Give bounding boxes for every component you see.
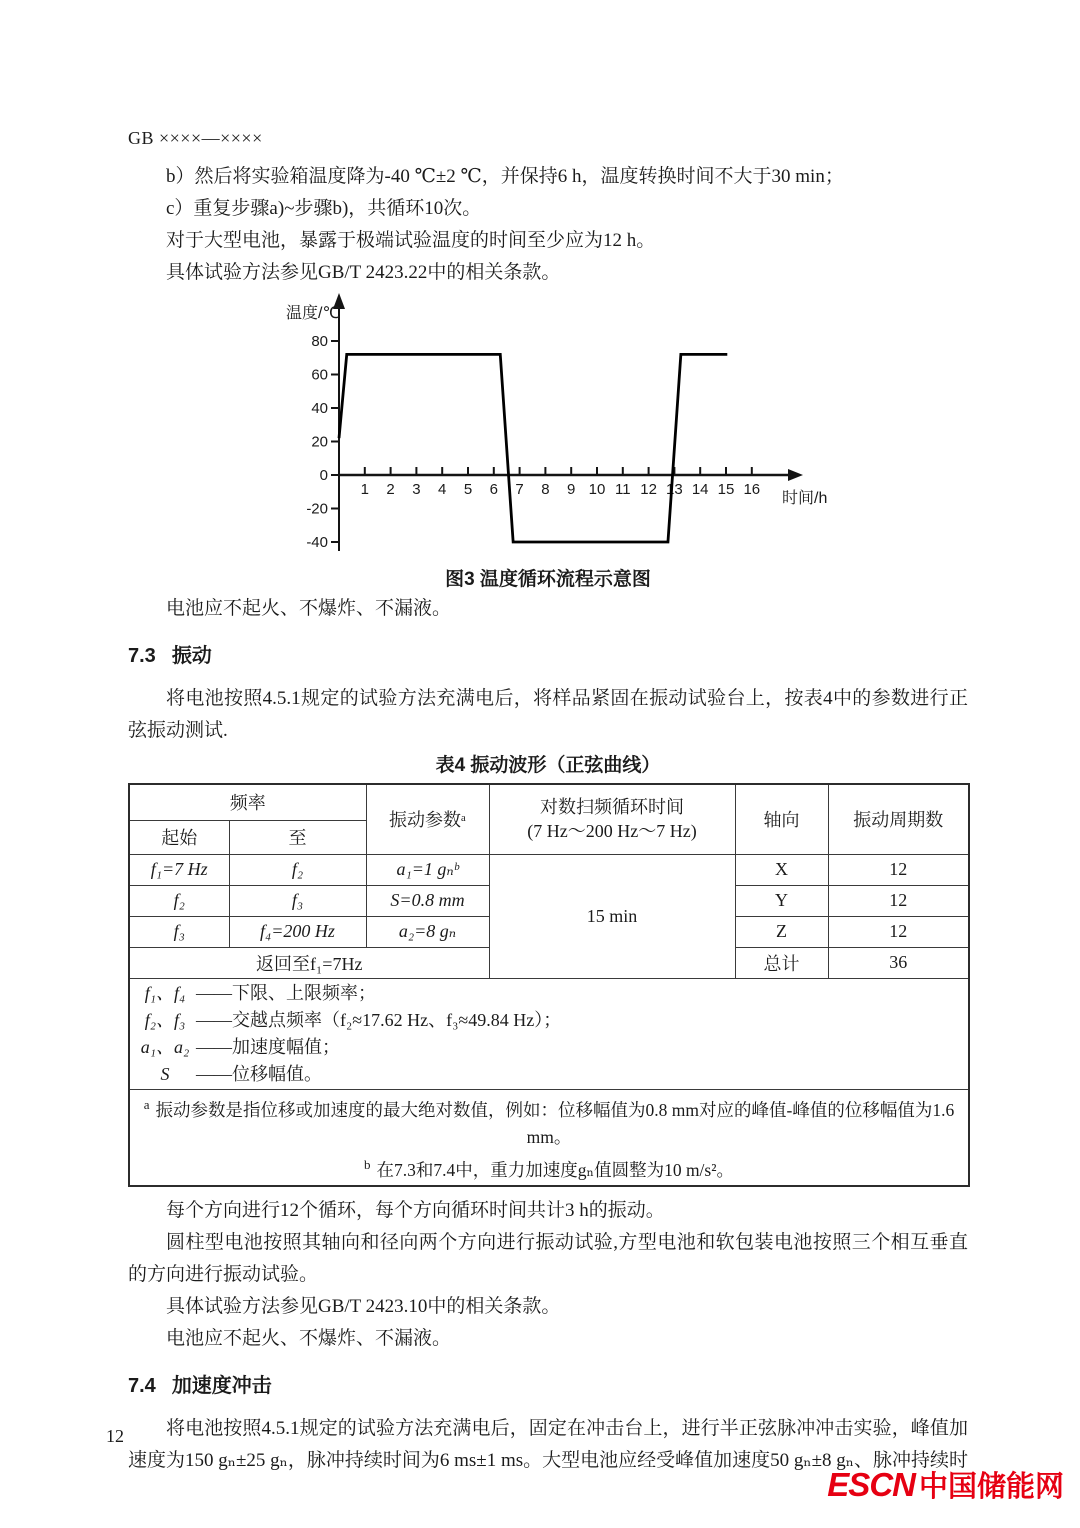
- legend-term-3: a₁、a₂: [140, 1036, 190, 1057]
- header-sweep-time-line1: 对数扫频循环时间: [540, 797, 684, 818]
- section-7-3-number: 7.3: [128, 645, 156, 667]
- header-sweep-time-line2: (7 Hz～200 Hz～7 Hz): [527, 821, 697, 842]
- svg-text:16: 16: [743, 481, 761, 498]
- cell-f3b: f₃: [129, 916, 229, 947]
- legend-line-4: [134, 1061, 964, 1088]
- cell-f3a: f₃: [229, 885, 366, 916]
- footnote-a-text: 振动参数是指位移或加速度的最大绝对数值，例如：位移幅值为0.8 mm对应的峰值-峰值的位移幅值为1.6 mm。: [155, 1099, 955, 1148]
- section-7-4-heading: [128, 1373, 968, 1399]
- svg-text:3: 3: [412, 481, 421, 498]
- header-start: 起始: [129, 820, 229, 854]
- svg-text:8: 8: [541, 481, 550, 498]
- cell-axis-z: Z: [735, 916, 828, 947]
- section-7-3-paragraph: 将电池按照4.5.1规定的试验方法充满电后，将样品紧固在振动试验台上，按表4中的参数进行正弦振动测试.: [128, 688, 968, 741]
- svg-text:6: 6: [489, 481, 498, 498]
- section-7-3-title: 振动: [171, 645, 212, 667]
- escn-logo-chinese: 中国储能网: [918, 1471, 1064, 1503]
- svg-text:9: 9: [567, 481, 576, 498]
- legend-line-3: [134, 1034, 964, 1061]
- header-axis: 轴向: [735, 784, 828, 854]
- svg-text:时间/h: 时间/h: [782, 490, 828, 507]
- table-row: [129, 854, 969, 885]
- cell-f2b: f₂: [129, 885, 229, 916]
- cell-cycles-x: 12: [828, 854, 969, 885]
- table-legend: [129, 978, 969, 1089]
- svg-text:4: 4: [438, 481, 447, 498]
- legend-desc-3: ——加速度幅值；: [196, 1036, 340, 1057]
- cycles-paragraph: 每个方向进行12个循环，每个方向循环时间共计3 h的振动。: [166, 1200, 665, 1222]
- step-c-line: c）重复步骤a)~步骤b)，共循环10次。: [166, 198, 482, 219]
- section-7-3-heading: [128, 643, 968, 669]
- legend-term-1: f₁、f₄: [144, 982, 186, 1003]
- cell-f4: f₄=200 Hz: [229, 916, 366, 947]
- svg-text:15: 15: [717, 481, 735, 498]
- footnote-a-mark: a: [143, 1096, 150, 1112]
- temperature-cycle-figure: [286, 293, 832, 555]
- svg-text:7: 7: [515, 481, 524, 498]
- svg-text:10: 10: [588, 481, 606, 498]
- svg-text:12: 12: [640, 481, 657, 498]
- escn-logo: [827, 1464, 1064, 1505]
- test-method-ref-2: 具体试验方法参见GB/T 2423.10中的相关条款。: [166, 1296, 561, 1318]
- legend-term-2: f₂、f₃: [144, 1009, 186, 1030]
- standard-code: GB ××××—××××: [128, 128, 263, 148]
- figure-result-note: 电池应不起火、不爆炸、不漏液。: [166, 598, 452, 619]
- legend-line-2: [134, 1007, 964, 1034]
- section-7-4-number: 7.4: [128, 1375, 156, 1398]
- footnote-b-mark: b: [364, 1157, 371, 1173]
- footnote-b-text: 在7.3和7.4中，重力加速度gₙ值圆整为10 m/s²。: [376, 1160, 734, 1181]
- cell-a1: a₁=1 gₙᵇ: [366, 854, 489, 885]
- vibration-table: [128, 783, 970, 1187]
- escn-logo-latin: ESCN: [827, 1466, 915, 1503]
- cell-f1: f₁=7 Hz: [129, 854, 229, 885]
- legend-term-4: S: [160, 1063, 170, 1084]
- legend-desc-2: ——交越点频率（f₂≈17.62 Hz、f₃≈49.84 Hz）；: [196, 1009, 562, 1030]
- large-battery-note: 对于大型电池，暴露于极端试验温度的时间至少应为12 h。: [166, 230, 656, 251]
- svg-text:20: 20: [311, 433, 328, 451]
- svg-text:1: 1: [360, 481, 369, 498]
- svg-text:60: 60: [311, 366, 328, 384]
- header-frequency: 频率: [129, 784, 366, 820]
- legend-line-1: [134, 980, 964, 1007]
- step-b-line: b）然后将实验箱温度降为-40 ℃±2 ℃，并保持6 h，温度转换时间不大于30 min；: [166, 166, 844, 187]
- footnote-a: [134, 1091, 964, 1152]
- table-footnotes: [129, 1089, 969, 1186]
- svg-text:-40: -40: [306, 534, 328, 551]
- figure-3-caption: 图3 温度循环流程示意图: [445, 569, 651, 590]
- cell-sweep-duration: 15 min: [489, 854, 735, 978]
- svg-text:80: 80: [311, 333, 328, 350]
- svg-text:40: 40: [311, 400, 328, 417]
- header-vibration-parameter: 振动参数ᵃ: [366, 784, 489, 854]
- svg-text:-20: -20: [306, 500, 328, 518]
- svg-text:0: 0: [319, 467, 328, 484]
- section-7-4-title: 加速度冲击: [171, 1375, 272, 1398]
- legend-desc-1: ——下限、上限频率；: [196, 982, 376, 1003]
- cell-a2: a₂=8 gₙ: [366, 916, 489, 947]
- legend-desc-4: ——位移幅值。: [196, 1063, 322, 1084]
- cell-axis-x: X: [735, 854, 828, 885]
- svg-text:11: 11: [615, 481, 631, 498]
- cell-s: S=0.8 mm: [366, 885, 489, 916]
- cell-f2a: f₂: [229, 854, 366, 885]
- svg-text:13: 13: [666, 481, 683, 498]
- directions-paragraph: 圆柱型电池按照其轴向和径向两个方向进行振动试验,方型电池和软包装电池按照三个相互垂直的方向进行振动试验。: [128, 1232, 968, 1286]
- cell-cycles-y: 12: [828, 885, 969, 916]
- cell-return: 返回至f₁=7Hz: [129, 947, 489, 978]
- table-4-caption: 表4 振动波形（正弦曲线）: [435, 755, 661, 776]
- header-to: 至: [229, 820, 366, 854]
- test-method-ref-1: 具体试验方法参见GB/T 2423.22中的相关条款。: [166, 262, 561, 283]
- section-7-4-paragraph: 将电池按照4.5.1规定的试验方法充满电后，固定在冲击台上，进行半正弦脉冲冲击实验，峰值加速度为150 gₙ±25 gₙ，脉冲持续时间为6 ms±1 ms。大型电池应经受峰值加速度50 gₙ±8 gₙ、脉冲持续时: [128, 1418, 969, 1472]
- page-number: 12: [106, 1426, 124, 1446]
- cell-cycles-z: 12: [828, 916, 969, 947]
- temperature-cycle-chart: [286, 293, 832, 555]
- footnote-b: [134, 1151, 964, 1184]
- header-sweep-time: [489, 784, 735, 854]
- svg-text:2: 2: [386, 481, 395, 498]
- header-cycle-count: 振动周期数: [828, 784, 969, 854]
- cell-total-value: 36: [828, 947, 969, 978]
- cell-total-label: 总计: [735, 947, 828, 978]
- result-note-2: 电池应不起火、不爆炸、不漏液。: [166, 1328, 452, 1350]
- cell-axis-y: Y: [735, 885, 828, 916]
- svg-text:5: 5: [463, 481, 473, 498]
- svg-text:温度/℃: 温度/℃: [286, 305, 341, 322]
- svg-text:14: 14: [691, 481, 709, 498]
